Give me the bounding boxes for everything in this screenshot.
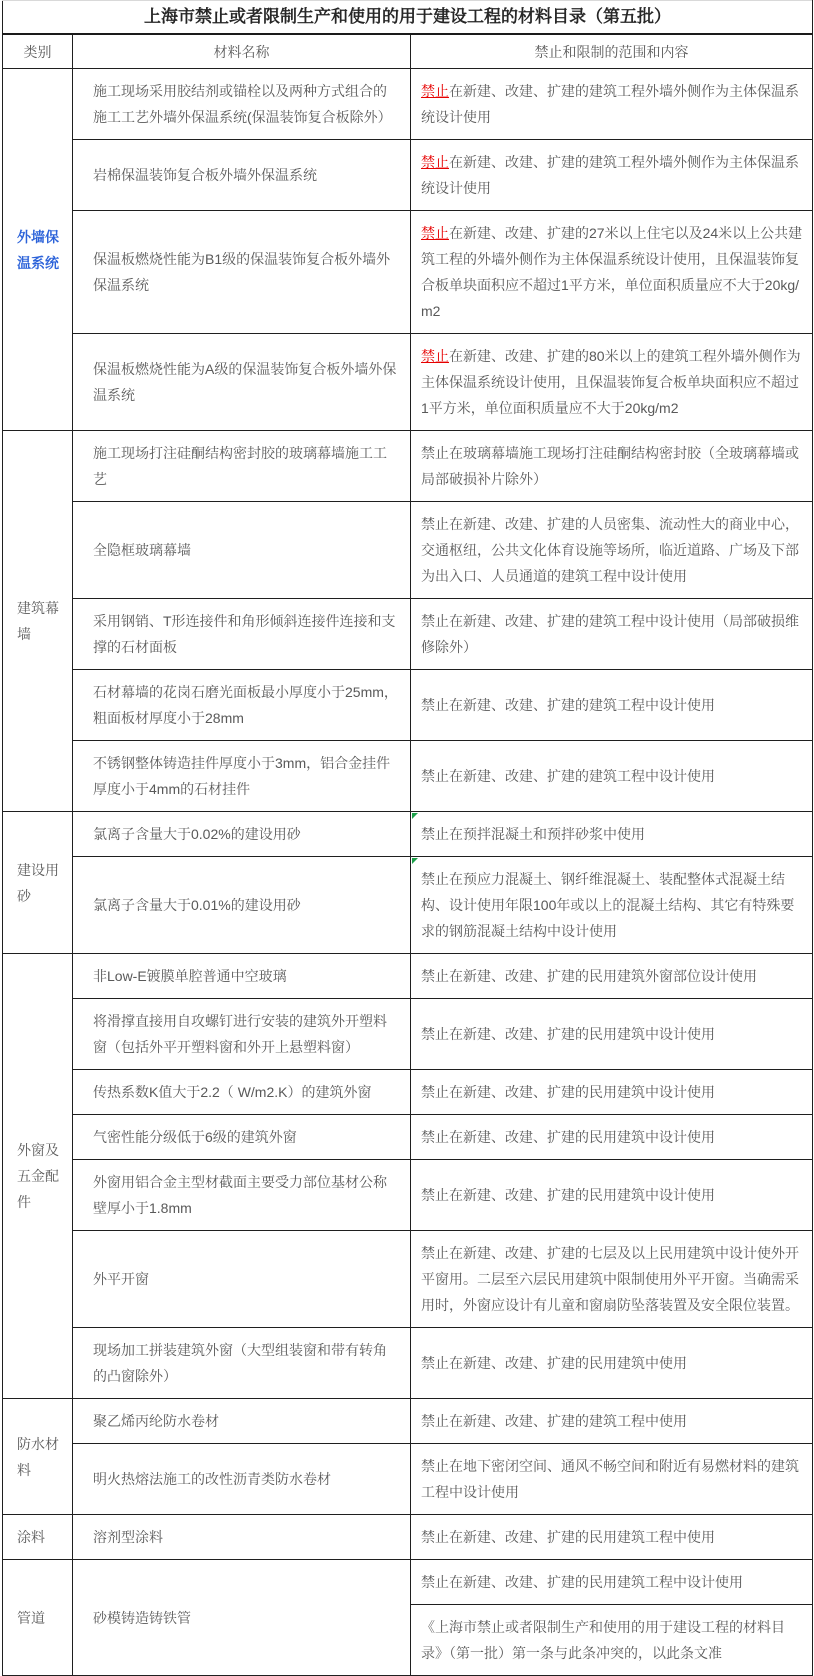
scope-cell: 禁止在预拌混凝土和预拌砂浆中使用 (411, 812, 813, 857)
material-cell: 不锈钢整体铸造挂件厚度小于3mm，铝合金挂件厚度小于4mm的石材挂件 (73, 741, 411, 812)
scope-cell: 《上海市禁止或者限制生产和使用的用于建设工程的材料目录》（第一批）第一条与此条冲突的，以此条文准 (411, 1605, 813, 1676)
material-cell: 非Low-E镀膜单腔普通中空玻璃 (73, 954, 411, 999)
page-title: 上海市禁止或者限制生产和使用的用于建设工程的材料目录（第五批） (3, 1, 813, 35)
header-row (3, 34, 813, 69)
material-cell: 明火热熔法施工的改性沥青类防水卷材 (73, 1444, 411, 1515)
scope-cell: 禁止在新建、改建、扩建的建筑工程外墙外侧作为主体保温系统设计使用 (411, 140, 813, 211)
scope-cell: 禁止在新建、改建、扩建的民用建筑中设计使用 (411, 999, 813, 1070)
material-cell: 传热系数K值大于2.2（ W/m2.K）的建筑外窗 (73, 1070, 411, 1115)
material-cell: 岩棉保温装饰复合板外墙外保温系统 (73, 140, 411, 211)
table-row (3, 1160, 813, 1231)
category-cell: 建筑幕墙 (3, 431, 73, 812)
table-row (3, 502, 813, 599)
table-row (3, 140, 813, 211)
column-header-material: 材料名称 (73, 34, 411, 69)
category-cell: 外窗及五金配件 (3, 954, 73, 1399)
table-row (3, 812, 813, 857)
scope-cell: 禁止在地下密闭空间、通风不畅空间和附近有易燃材料的建筑工程中设计使用 (411, 1444, 813, 1515)
category-cell: 外墙保温系统 (3, 69, 73, 431)
table-row (3, 1444, 813, 1515)
table-row (3, 211, 813, 334)
material-cell: 施工现场打注硅酮结构密封胶的玻璃幕墙施工工艺 (73, 431, 411, 502)
table-row (3, 1115, 813, 1160)
category-cell: 管道 (3, 1560, 73, 1676)
material-cell: 将滑撑直接用自攻螺钉进行安装的建筑外开塑料窗（包括外平开塑料窗和外开上悬塑料窗） (73, 999, 411, 1070)
ban-keyword: 禁止 (421, 83, 449, 99)
material-cell: 氯离子含量大于0.01%的建设用砂 (73, 857, 411, 954)
table-row (3, 999, 813, 1070)
table-row (3, 1328, 813, 1399)
material-cell: 聚乙烯丙纶防水卷材 (73, 1399, 411, 1444)
material-cell: 外窗用铝合金主型材截面主要受力部位基材公称壁厚小于1.8mm (73, 1160, 411, 1231)
scope-cell: 禁止在新建、改建、扩建的80米以上的建筑工程外墙外侧作为主体保温系统设计使用，且保温装饰复合板单块面积应不超过1平方米，单位面积质量应不大于20kg/m2 (411, 334, 813, 431)
ban-keyword: 禁止 (421, 154, 449, 170)
table-row (3, 1231, 813, 1328)
table-row (3, 741, 813, 812)
scope-cell: 禁止在新建、改建、扩建的民用建筑工程中设计使用 (411, 1560, 813, 1605)
table-body (3, 69, 813, 1676)
cell-corner-mark-icon (412, 858, 418, 864)
scope-cell: 禁止在新建、改建、扩建的建筑工程外墙外侧作为主体保温系统设计使用 (411, 69, 813, 140)
category-cell: 防水材料 (3, 1399, 73, 1515)
material-cell: 保温板燃烧性能为B1级的保温装饰复合板外墙外保温系统 (73, 211, 411, 334)
scope-cell: 禁止在新建、改建、扩建的民用建筑中设计使用 (411, 1070, 813, 1115)
column-header-category: 类别 (3, 34, 73, 69)
scope-cell: 禁止在新建、改建、扩建的建筑工程中设计使用 (411, 670, 813, 741)
scope-cell: 禁止在玻璃幕墙施工现场打注硅酮结构密封胶（全玻璃幕墙或局部破损补片除外） (411, 431, 813, 502)
table-row (3, 334, 813, 431)
material-cell: 外平开窗 (73, 1231, 411, 1328)
table-row (3, 1399, 813, 1444)
table-row (3, 1070, 813, 1115)
table-row (3, 69, 813, 140)
material-cell: 砂模铸造铸铁管 (73, 1560, 411, 1676)
table-row (3, 431, 813, 502)
scope-cell: 禁止在新建、改建、扩建的民用建筑外窗部位设计使用 (411, 954, 813, 999)
column-header-scope: 禁止和限制的范围和内容 (411, 34, 813, 69)
cell-corner-mark-icon (412, 813, 418, 819)
table-row (3, 857, 813, 954)
material-cell: 溶剂型涂料 (73, 1515, 411, 1560)
material-cell: 气密性能分级低于6级的建筑外窗 (73, 1115, 411, 1160)
scope-cell: 禁止在新建、改建、扩建的建筑工程中设计使用 (411, 741, 813, 812)
scope-cell: 禁止在新建、改建、扩建的建筑工程中使用 (411, 1399, 813, 1444)
material-cell: 现场加工拼装建筑外窗（大型组装窗和带有转角的凸窗除外） (73, 1328, 411, 1399)
scope-cell: 禁止在新建、改建、扩建的建筑工程中设计使用（局部破损维修除外） (411, 599, 813, 670)
ban-keyword: 禁止 (421, 348, 449, 364)
material-cell: 氯离子含量大于0.02%的建设用砂 (73, 812, 411, 857)
table-row (3, 954, 813, 999)
title-row (3, 1, 813, 35)
scope-cell: 禁止在新建、改建、扩建的民用建筑中使用 (411, 1328, 813, 1399)
scope-cell: 禁止在新建、改建、扩建的27米以上住宅以及24米以上公共建筑工程的外墙外侧作为主体保温系统设计使用，且保温装饰复合板单块面积应不超过1平方米，单位面积质量应不大于20kg/m2 (411, 211, 813, 334)
table-row (3, 1515, 813, 1560)
table-row (3, 670, 813, 741)
material-cell: 保温板燃烧性能为A级的保温装饰复合板外墙外保温系统 (73, 334, 411, 431)
material-cell: 施工现场采用胶结剂或锚栓以及两种方式组合的施工工艺外墙外保温系统(保温装饰复合板除外） (73, 69, 411, 140)
scope-cell: 禁止在预应力混凝土、钢纤维混凝土、装配整体式混凝土结构、设计使用年限100年或以上的混凝土结构、其它有特殊要求的钢筋混凝土结构中设计使用 (411, 857, 813, 954)
scope-cell: 禁止在新建、改建、扩建的民用建筑中设计使用 (411, 1160, 813, 1231)
ban-keyword: 禁止 (421, 225, 449, 241)
material-cell: 采用钢销、T形连接件和角形倾斜连接件连接和支撑的石材面板 (73, 599, 411, 670)
scope-cell: 禁止在新建、改建、扩建的民用建筑中设计使用 (411, 1115, 813, 1160)
table-row (3, 1560, 813, 1605)
material-cell: 石材幕墙的花岗石磨光面板最小厚度小于25mm，粗面板材厚度小于28mm (73, 670, 411, 741)
category-cell: 涂料 (3, 1515, 73, 1560)
scope-cell: 禁止在新建、改建、扩建的民用建筑工程中使用 (411, 1515, 813, 1560)
category-cell: 建设用砂 (3, 812, 73, 954)
scope-cell: 禁止在新建、改建、扩建的七层及以上民用建筑中设计使外开平窗用。二层至六层民用建筑中限制使用外平开窗。当确需采用时，外窗应设计有儿童和窗扇防坠落装置及安全限位装置。 (411, 1231, 813, 1328)
table-row (3, 599, 813, 670)
scope-cell: 禁止在新建、改建、扩建的人员密集、流动性大的商业中心，交通枢纽，公共文化体育设施等场所，临近道路、广场及下部为出入口、人员通道的建筑工程中设计使用 (411, 502, 813, 599)
material-cell: 全隐框玻璃幕墙 (73, 502, 411, 599)
materials-table (2, 0, 813, 1676)
